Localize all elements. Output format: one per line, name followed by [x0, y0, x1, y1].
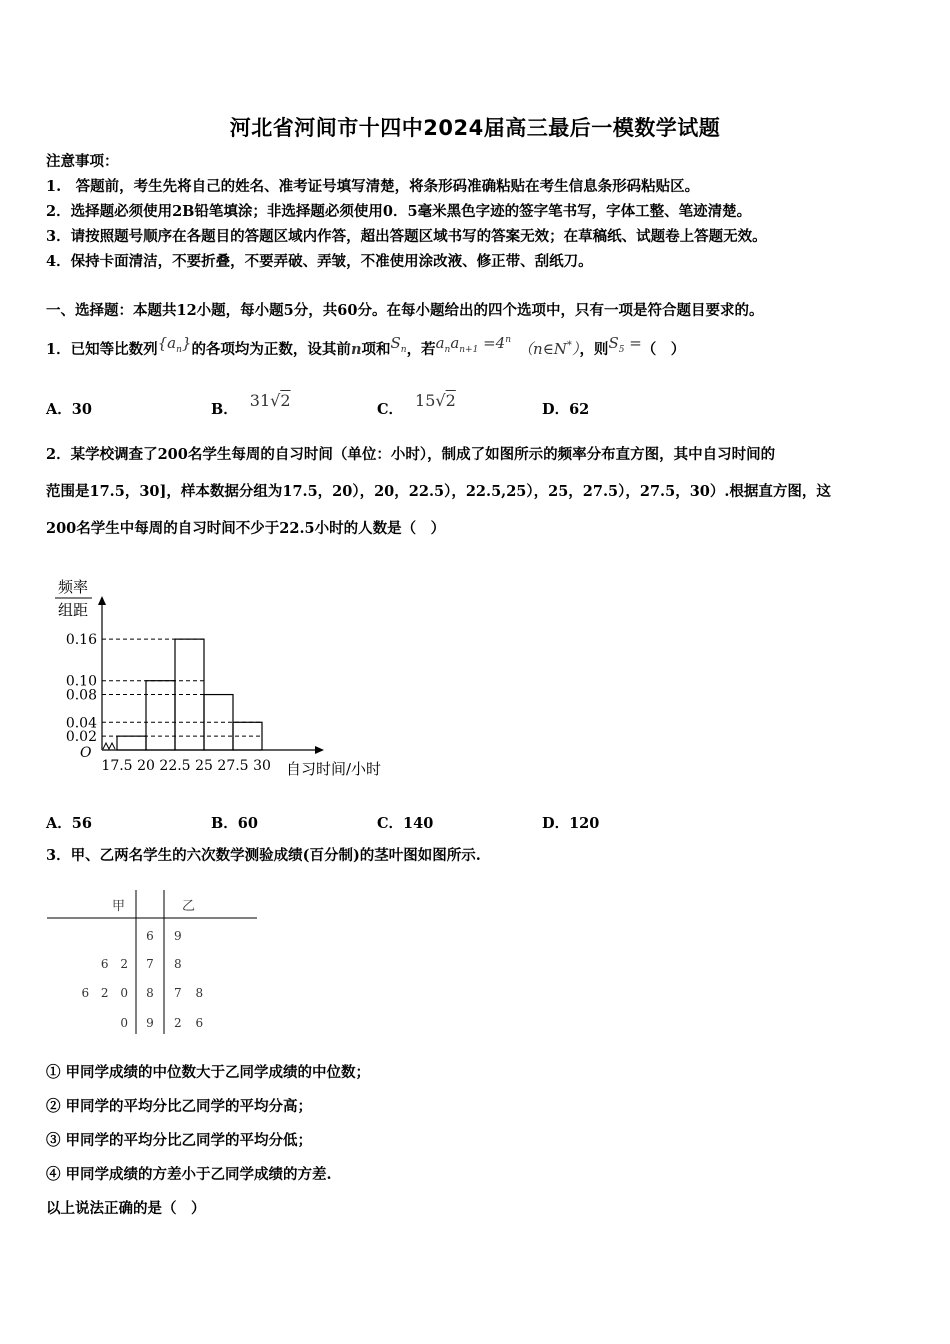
q1-seq-sub: n	[176, 345, 182, 355]
frequency-histogram	[40, 572, 410, 787]
page-title: 河北省河间市十四中2024届高三最后一模数学试题	[229, 116, 721, 140]
notice-item-3: 3．请按照题号顺序在各题目的答题区域内作答，超出答题区域书写的答案无效；在草稿纸、试题卷上答题无效。	[46, 228, 767, 245]
notice-heading: 注意事项：	[46, 153, 119, 170]
y-axis-label-top: 频率	[58, 578, 89, 596]
q2-option-a[interactable]	[46, 812, 92, 833]
question-2-line-3: 200名学生中每周的自习时间不少于22.5小时的人数是（ ）	[46, 520, 446, 537]
sqrt-icon: √	[435, 391, 446, 410]
q3-statement-4: ④ 甲同学成绩的方差小于乙同学成绩的方差.	[46, 1166, 332, 1183]
q1-option-a[interactable]	[46, 398, 92, 419]
q2-option-b-label: B．	[211, 815, 238, 832]
q2-option-d-label: D．	[542, 815, 570, 832]
stem-leaf-row-4-right: 2 6	[174, 1016, 204, 1030]
q1-seq-brace: }	[181, 334, 192, 352]
sqrt-icon: √	[270, 391, 281, 410]
stem-leaf-left-header: 甲	[112, 899, 126, 914]
q2-option-c-value: 140	[403, 815, 434, 832]
stem-leaf-plot	[44, 888, 264, 1038]
q2-option-c[interactable]	[377, 812, 433, 833]
q1-option-a-label: A．	[46, 401, 72, 418]
x-tick-label-3: 25	[195, 758, 213, 774]
stem-leaf-row-2-left: 6 2	[100, 957, 128, 971]
q1-sum-notation	[390, 334, 407, 355]
histogram-bar-0	[117, 736, 146, 750]
q1-domain	[526, 340, 580, 358]
histogram-bar-1	[146, 681, 175, 750]
y-tick-label-4: 0.16	[65, 632, 97, 649]
q1-option-c-radicand: 2	[445, 391, 456, 410]
y-axis-label-bottom: 组距	[58, 601, 89, 619]
stem-leaf-row-3-left: 6 2 0	[81, 986, 128, 1000]
stem-leaf-row-1-right: 9	[174, 929, 182, 943]
notice-item-2: 2．选择题必须使用2B铅笔填涂；非选择题必须使用0．5毫米黑色字迹的签字笔书写，字体工整、笔迹清楚。	[46, 203, 752, 220]
q2-option-a-value: 56	[71, 815, 92, 832]
q1-s5-s: S	[608, 334, 619, 352]
x-tick-label-1: 20	[137, 758, 155, 774]
q1-part-1: 1．已知等比数列	[46, 341, 158, 358]
q1-option-a-value: 30	[71, 401, 92, 418]
notice-item-1: 1. 答题前，考生先将自己的姓名、准考证号填写清楚，将条形码准确粘贴在考生信息条形码粘贴区。	[46, 178, 700, 195]
q1-prod-a2: a	[450, 334, 460, 352]
origin-label: O	[80, 745, 92, 761]
y-tick-label-0: 0.02	[65, 729, 97, 746]
q1-s5	[608, 334, 642, 355]
q1-prod-a1: a	[435, 334, 445, 352]
y-tick-label-3: 0.10	[65, 673, 97, 690]
stem-leaf-row-2-right: 8	[174, 957, 182, 971]
q3-question: 以上说法正确的是（ ）	[46, 1200, 206, 1217]
q1-prod-sub2: n+1	[459, 345, 479, 355]
q1-seq-notation	[157, 334, 192, 355]
q1-prod-sup: n	[505, 335, 512, 345]
q1-option-b-value	[250, 391, 291, 410]
stem-leaf-right-header: 乙	[182, 899, 196, 914]
y-tick-label-1: 0.04	[65, 715, 97, 732]
question-1-stem	[46, 336, 685, 366]
x-axis-arrow-icon	[315, 746, 324, 754]
q1-option-c-label: C．	[377, 401, 404, 418]
q1-seq-a: {a	[157, 334, 177, 352]
q1-option-d[interactable]	[542, 398, 589, 419]
q1-prod-eq: =4	[478, 334, 506, 352]
q1-option-c[interactable]	[377, 391, 456, 419]
stem-leaf-row-2-stem: 7	[146, 957, 154, 971]
x-tick-label-2: 22.5	[159, 758, 191, 774]
q1-domain-end: ）	[571, 340, 580, 358]
q1-domain-sup: *	[566, 340, 572, 351]
stem-leaf-row-1-stem: 6	[146, 929, 154, 943]
q1-part-3: 项和	[361, 341, 391, 358]
section-1-heading: 一、选择题：本题共12小题，每小题5分，共60分。在每小题给出的四个选项中，只有一项是符合题目要求的。	[46, 302, 764, 319]
x-axis-label: 自习时间/小时	[286, 760, 382, 778]
stem-leaf-row-3-right: 7 8	[174, 986, 204, 1000]
notice-item-4: 4．保持卡面清洁，不要折叠，不要弄破、弄皱，不准使用涂改液、修正带、刮纸刀。	[46, 253, 593, 270]
q1-part-6: （ ）	[641, 341, 686, 358]
q1-domain-text: （n∈N	[525, 340, 567, 358]
q2-option-a-label: A．	[46, 815, 72, 832]
q1-option-b-radicand: 2	[280, 391, 291, 410]
q1-n-var: n	[350, 341, 362, 358]
x-tick-label-0: 17.5	[101, 758, 133, 774]
q3-statement-3: ③ 甲同学的平均分比乙同学的平均分低；	[46, 1132, 313, 1149]
q3-statement-1: ① 甲同学成绩的中位数大于乙同学成绩的中位数；	[46, 1064, 371, 1081]
x-tick-label-4: 27.5	[217, 758, 249, 774]
q1-part-4: ，若	[406, 341, 436, 358]
question-2-line-1: 2．某学校调查了200名学生每周的自习时间（单位：小时），制成了如图所示的频率分布直方图，其中自习时间的	[46, 446, 776, 463]
q2-option-b-value: 60	[237, 815, 258, 832]
q2-option-b[interactable]	[211, 812, 258, 833]
q1-part-5: ，则	[579, 341, 609, 358]
q2-option-d[interactable]	[542, 812, 599, 833]
q1-option-b-label: B．	[211, 401, 238, 418]
q1-s5-eq: =	[624, 334, 642, 352]
q1-part-2: 的各项均为正数，设其前	[191, 341, 351, 358]
q2-option-c-label: C．	[377, 815, 404, 832]
q1-option-b-coef: 31	[249, 391, 271, 410]
question-2-line-2: 范围是17.5，30]，样本数据分组为17.5，20），20，22.5），22.5,25），25，27.5），27.5，30）.根据直方图，这	[46, 483, 831, 500]
question-3-stem: 3．甲、乙两名学生的六次数学测验成绩(百分制)的茎叶图如图所示.	[46, 847, 481, 864]
q1-option-d-label: D．	[542, 401, 570, 418]
y-tick-label-2: 0.08	[65, 687, 97, 704]
q1-sum-sub: n	[400, 345, 407, 355]
stem-leaf-row-4-left: 0	[120, 1016, 128, 1030]
q1-s5-sub: 5	[618, 345, 625, 355]
stem-leaf-row-4-stem: 9	[146, 1016, 154, 1030]
q1-product-condition	[435, 334, 512, 355]
q2-option-d-value: 120	[569, 815, 600, 832]
q3-statement-2: ② 甲同学的平均分比乙同学的平均分高；	[46, 1098, 313, 1115]
q1-option-c-value	[415, 391, 456, 410]
q1-sum-s: S	[390, 334, 401, 352]
x-tick-label-5: 30	[253, 758, 271, 774]
q1-option-b[interactable]	[211, 391, 291, 419]
q1-option-d-value: 62	[569, 401, 590, 418]
y-axis-arrow-icon	[98, 596, 106, 605]
axis-break-icon	[103, 743, 115, 749]
stem-leaf-row-3-stem: 8	[146, 986, 154, 1000]
q1-option-c-coef: 15	[415, 391, 436, 410]
q1-prod-sub1: n	[444, 345, 451, 355]
